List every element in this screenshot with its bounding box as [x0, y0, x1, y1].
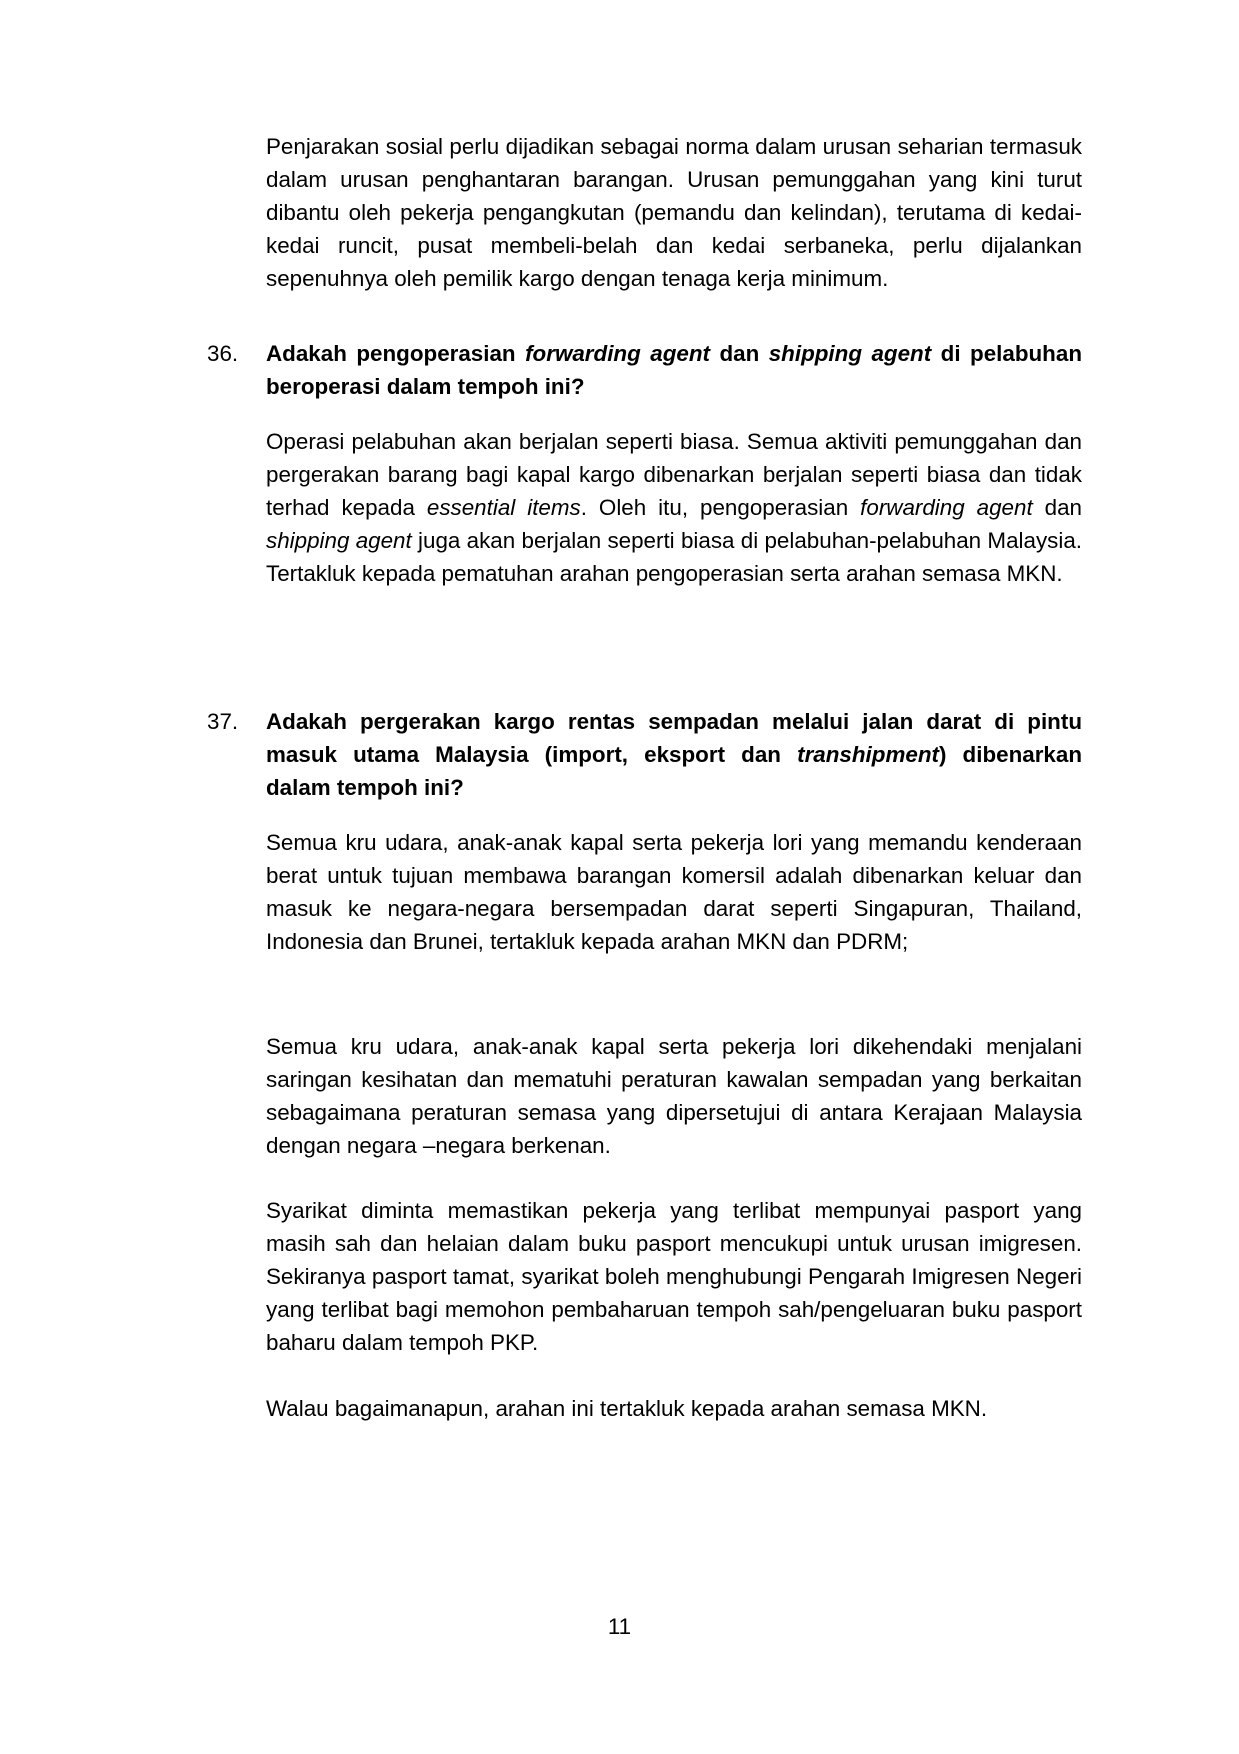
text-run: Adakah pergerakan kargo rentas sempadan melalui jalan darat di pintu masuk utama Malaysia (import, eksport dan	[266, 709, 1082, 767]
answer-36	[266, 425, 1082, 590]
question-37-text	[266, 705, 1082, 804]
text-run: di pelabuhan beroperasi dalam tempoh ini?	[266, 341, 1082, 399]
intro-paragraph	[266, 130, 1082, 295]
text-run: Adakah pengoperasian	[266, 341, 526, 366]
paragraph-text: Semua kru udara, anak-anak kapal serta pekerja lori yang memandu kenderaan berat untuk tujuan membawa barangan komersil adalah dibenarkan keluar dan masuk ke negara-negara bersempadan darat seperti Singapuran, Thailand, Indonesia dan Brunei, tertakluk kepada arahan MKN dan PDRM;	[266, 830, 1082, 954]
answer-36-text	[266, 425, 1082, 590]
italic-run: forwarding agent	[860, 495, 1033, 520]
paragraph-text: Semua kru udara, anak-anak kapal serta pekerja lori dikehendaki menjalani saringan kesihatan dan mematuhi peraturan kawalan sempadan yang berkaitan sebagaimana peraturan semasa yang dipersetujui di antara Kerajaan Malaysia dengan negara –negara berkenan.	[266, 1034, 1082, 1158]
question-37-number: 37.	[207, 709, 239, 734]
text-run: ) dibenarkan dalam tempoh ini?	[266, 742, 1083, 800]
text-run: juga akan berjalan seperti biasa di pelabuhan-pelabuhan Malaysia. Tertakluk kepada pematuhan arahan pengoperasian serta arahan semasa MKN.	[266, 528, 1082, 586]
answer-37-paragraph-1	[266, 826, 1082, 958]
text-run: dan	[709, 341, 769, 366]
italic-run: essential items	[426, 495, 581, 520]
question-36	[266, 337, 1082, 403]
answer-37-paragraph-2	[266, 1030, 1082, 1162]
italic-run: shipping agent	[768, 341, 932, 366]
italic-run: shipping agent	[266, 528, 412, 553]
page-number: 11	[607, 1614, 632, 1639]
question-37	[266, 705, 1082, 804]
text-run: Operasi pelabuhan akan berjalan seperti biasa. Semua aktiviti pemunggahan dan pergerakan barang bagi kapal kargo dibenarkan berjalan seperti biasa dan tidak terhad kepada	[266, 429, 1082, 520]
text-run: dan	[1032, 495, 1083, 520]
text-run: . Oleh itu, pengoperasian	[580, 495, 861, 520]
italic-run: forwarding agent	[525, 341, 710, 366]
answer-37-paragraph-4	[266, 1392, 1082, 1425]
paragraph-text: Syarikat diminta memastikan pekerja yang terlibat mempunyai pasport yang masih sah dan helaian dalam buku pasport mencukupi untuk urusan imigresen. Sekiranya pasport tamat, syarikat boleh menghubungi Pengarah Imigresen Negeri yang terlibat bagi memohon pembaharuan tempoh sah/pengeluaran buku pasport baharu dalam tempoh PKP.	[266, 1198, 1082, 1355]
answer-37-paragraph-3	[266, 1194, 1082, 1359]
italic-run: transhipment	[797, 742, 939, 767]
paragraph-text: Penjarakan sosial perlu dijadikan sebagai norma dalam urusan seharian termasuk dalam urusan penghantaran barangan. Urusan pemunggahan yang kini turut dibantu oleh pekerja pengangkutan (pemandu dan kelindan), terutama di kedai-kedai runcit, pusat membeli-belah dan kedai serbaneka, perlu dijalankan sepenuhnya oleh pemilik kargo dengan tenaga kerja minimum.	[266, 134, 1082, 291]
question-36-text	[266, 337, 1082, 403]
paragraph-text: Walau bagaimanapun, arahan ini tertakluk kepada arahan semasa MKN.	[266, 1396, 988, 1421]
question-36-number: 36.	[207, 341, 239, 366]
